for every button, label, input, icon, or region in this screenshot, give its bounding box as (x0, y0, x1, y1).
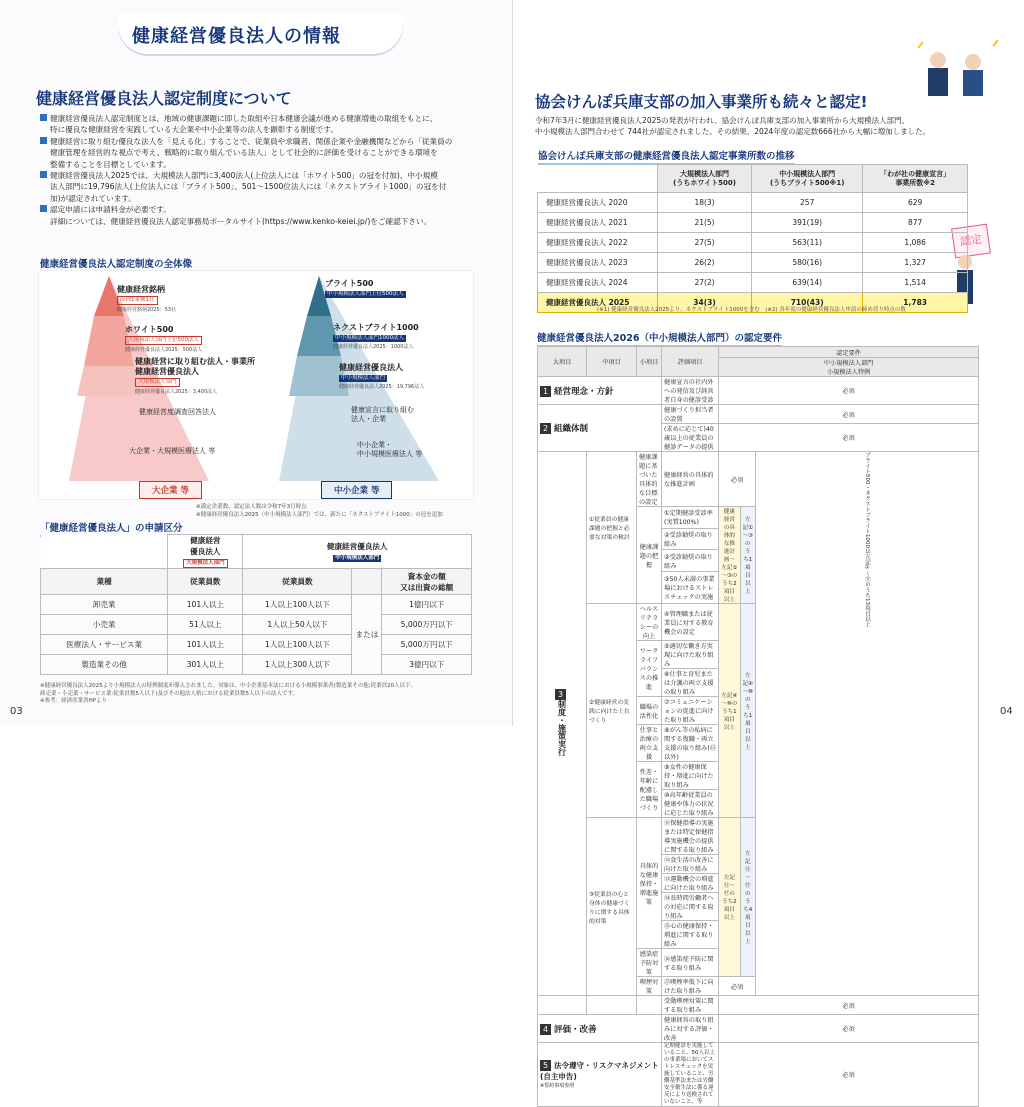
col-declaration: 「わが社の健康宣言」 事業所数※2 (863, 165, 968, 193)
diagram-title: 健康経営優良法人認定制度の全体像 (40, 256, 192, 273)
people-illustration (913, 40, 1003, 100)
table-row: 健康経営優良法人 2020 18(3) 257 629 (538, 193, 968, 213)
table-row: 卸売業 101人以上 1人以上100人以下 または 1億円以下 (41, 595, 472, 615)
page-number-right: 04 (1000, 706, 1013, 717)
large-col-header: 健康経営 優良法人 大規模法人部門 (168, 535, 243, 569)
table-row: 健康経営優良法人 2024 27(2) 639(14) 1,514 (538, 273, 968, 293)
req-row-4: 4 評価・改善 健康経営の取り組みに対する評価・改善 必須 (538, 1015, 979, 1043)
table-row: 健康経営優良法人 2021 21(5) 391(19) 877 (538, 213, 968, 233)
application-table (40, 534, 472, 675)
section-heading: 健康経営優良法人認定制度について (36, 89, 292, 108)
diagram-notes: ※満定企業数、認定法人数は令和7年3月時点 ※健康経営優良法人2025（中小規模法人部門）では、新たに「ネクストブライト1000」の冠を追加 (196, 504, 443, 518)
declaration-label: 健康宣言に取り組む 法人・企業 (351, 406, 414, 423)
intro-text: 令和7年3月に健康経営優良法人2025の発表が行われ、協会けんぽ兵庫支部の加入事業所から大規模法人部門、 中小規模法人部門合わせて 744社が認定されました。その結果、2024年度の認定数666社から大幅に増加しました。 (535, 116, 931, 137)
page-title: 健康経営優良法人の情報 (132, 26, 341, 47)
certified-flag: 認定 (951, 224, 991, 259)
col-capital: 資本金の額 又は出資の総額 (382, 569, 472, 595)
table-row: 健康経営優良法人 2023 26(2) 580(16) 1,327 (538, 253, 968, 273)
table-title: 「健康経営優良法人」の申請区分 (40, 520, 183, 537)
req-row-2: 2 組織体制 健康づくり担当者の設置 必須 (538, 405, 979, 424)
pyramid-diagram (38, 270, 474, 500)
trend-table-title: 協会けんぽ兵庫支部の健康経営優良法人認定事業所数の推移 (538, 148, 795, 165)
table-footnotes: ※健康経営優良法人2025より小規模法人の特例制度が導入されました。対象は、中小企業基本法における小規模事業者(製造業その他:従業員20人以下、 卸売業・小売業・サービス業:従業員数5人以下)及びその他法人格における従業員数5人以下の法人です。 ※参考：経済産業省HPより (40, 683, 417, 704)
small-base-label: 中小企業・ 中小規模医療法人 等 (357, 441, 423, 458)
table-row: 製造業その他 301人以上 1人以上300人以下 3億円以下 (41, 655, 472, 675)
next-bright-label: ネクストブライト1000 中小規模法人部門1000法人 健康経営優良法人2025：1000法人 (333, 323, 419, 350)
req-row-1: 1 経営理念・方針 健康宣言の社内外への発信及び経営者自身の健診受診 必須 (538, 377, 979, 405)
col-employees-large: 従業員数 (168, 569, 243, 595)
brand-label: 健康経営銘柄 原則1業種1社 健康経営銘柄2025：53社 (117, 285, 177, 313)
large-company-tag: 大企業 等 (139, 481, 202, 499)
col-small: 中小規模法人部門 (うちブライト500※1) (752, 165, 863, 193)
large-base-label: 大企業・大規模医療法人 等 (129, 447, 216, 455)
bullet-list: 健康経営優良法人認定制度とは、地域の健康課題に即した取組や日本健康会議が進める健康増進の取組をもとに、 特に優良な健康経営を実践している大企業や中小企業等の法人を顕彰する制度です。 健康経営に取り組む優良な法人を「見える化」することで、従業員や求職者、関係企業や金融機関などから「従業員の 健康管理を経営的な視点で考え、戦略的に取り組んでいる法人」として社会的に評価を受けることができる環境を 整備することを目標としています。 健康経営優良法人2025では、大規模法人部門に3,400法人(上位法人には「ホワイト500」の冠を付加)、中小規模 法人部門に19,796法人(上位法人には「ブライト500」、501～1500位法人には「ネクストブライト1000」の冠を付 加)が認定されています。 認定申請には申請料金が必要です。 詳細については、健康経営優良法人認定事務局ポータルサイト(https://www.kenko-keiei.jp/)をご確認下さい。 (40, 113, 480, 227)
white500-label: ホワイト500 大規模法人部門上位500法人 健康経営優良法人2025：500法人 (125, 325, 203, 353)
page-number-left: 03 (10, 706, 23, 717)
trend-table (537, 164, 968, 313)
requirements-title: 健康経営優良法人2026（中小規模法人部門）の認定要件 (537, 330, 782, 347)
table-row-highlight: 健康経営優良法人 2025 34(3) 710(43) 1,783 (538, 293, 968, 313)
table-row: 小売業 51人以上 1人以上50人以下 5,000万円以下 (41, 615, 472, 635)
small-kenko-label: 健康経営優良法人 中小規模法人部門 健康経営優良法人2025：19,796法人 (339, 363, 425, 390)
left-page (0, 0, 512, 726)
col-industry: 業種 (41, 569, 168, 595)
requirements-table: 大項目 中項目 小項目 評価項目 認定要件 中小規模法人部門 小規模法人特例 1 経営理念・方針 健康宣言の社内外への発信及び経営者自身の健診受診 必須 2 組織体制 健康づくり担当者の設置 必須 (求めに応じて)40歳以上の従業員の健診データの提供 必須 3 制度・施策実行 ①従業員の健康課題の把握と必要な対策の検討 健康課題に基づいた具体的な目標の設定 健康経営の具体的な推進計画 必須 ブライト500・ネクストブライト1000は左記①～⑰のうち13項目以上 健康課題の把握 ①定期健診受診率(実質100%) 健康経営の具体的な推進計画～左記①～③のうち2項目以上 左記①～③のうち1項目以上 ②受診勧奨の取り組み ②受診勧奨の取り組み ③50人未満の事業場におけるストレスチェックの実施 ②健康経営の実践に向けた土台づくり ヘルスリテラシーの向上 ④管理職または従業員に対する教育機会の設定 左記④～⑩のうち1項目以上 左記④～⑩のうち1項目以上 ワークライフバランスの推進 ⑤適切な働き方実現に向けた取り組み ⑥仕事と育児または介護の両立支援の取り組み 職場の活性化 ⑦コミュニケーションの促進に向けた取り組み 仕事と治療の両立支援 ⑧がん等の私病に関する復職・両立支援の取り組み(⑮以外) 性差・年齢に配慮した職場づくり ⑨女性の健康保持・増進に向けた取り組み ⑩高年齢従業員の健康や体力の状況に応じた取り組み ③従業員の心と身体の健康づくりに関する具体的対策 具体的な健康保持・増進施策 ⑪保健指導の実施または特定保健指導実施機会の提供に関する取り組み 左記⑪～⑰のうち2項目以上 左記⑪～⑰のうち4項目以上 ⑫食生活の改善に向けた取り組み ⑬運動機会の増進に向けた取り組み ⑭長時間労働者への対応に関する取り組み ⑮心の健康保持・増進に関する取り組み 感染症予防対策 ⑯感染症予防に関する取り組み 喫煙対策 ⑰喫煙率低下に向けた取り組み 必須 受動喫煙対策に関する取り組み 必須 4 評価・改善 健康経営の取り組みに対する評価・改善 必須 5 法令遵守・リスクマネジメント(自主申告) ※誓約事項参照 定期健診を実施していること、50人以上の事業場においてストレスチェックを実施していること、労働基準法または労働安全衛生法に係る違反により送検されていないこと、等 必須 (537, 346, 979, 1107)
right-heading: 協会けんぽ兵庫支部の加入事業所も続々と認定! (535, 93, 868, 111)
col-large: 大規模法人部門 (うちホワイト500) (658, 165, 752, 193)
large-kenko-label: 健康経営に取り組む法人・事業所 健康経営優良法人 大規模法人部門 健康経営優良法人2025：3,400法人 (135, 357, 255, 395)
bright500-label: ブライト500 中小規模法人部門上位500法人 (325, 279, 404, 297)
req-row-5: 5 法令遵守・リスクマネジメント(自主申告) ※誓約事項参照 定期健診を実施していること、50人以上の事業場においてストレスチェックを実施していること、労働基準法または労働安全衛生法に係る違反により送検されていないこと、等 必須 (538, 1043, 979, 1107)
req-row-3: 3 制度・施策実行 ①従業員の健康課題の把握と必要な対策の検討 健康課題に基づいた具体的な目標の設定 健康経営の具体的な推進計画 必須 ブライト500・ネクストブライト1000は左記①～⑰のうち13項目以上 (538, 452, 979, 507)
survey-label: 健康経営度調査回答法人 (139, 408, 216, 416)
small-col-header: 健康経営優良法人 中小規模法人部門 (243, 535, 472, 569)
small-company-tag: 中小企業 等 (321, 481, 392, 499)
table-row: 健康経営優良法人 2022 27(5) 563(11) 1,086 (538, 233, 968, 253)
col-employees-small: 従業員数 (243, 569, 352, 595)
trend-table-note: (※1) 健康経営優良法人2025より、ネクストブライト1000を含む (※2) 各年度の健康経営優良法人申請の締め切り時点の数 (597, 307, 906, 313)
table-row: 医療法人・サービス業 101人以上 1人以上100人以下 5,000万円以下 (41, 635, 472, 655)
